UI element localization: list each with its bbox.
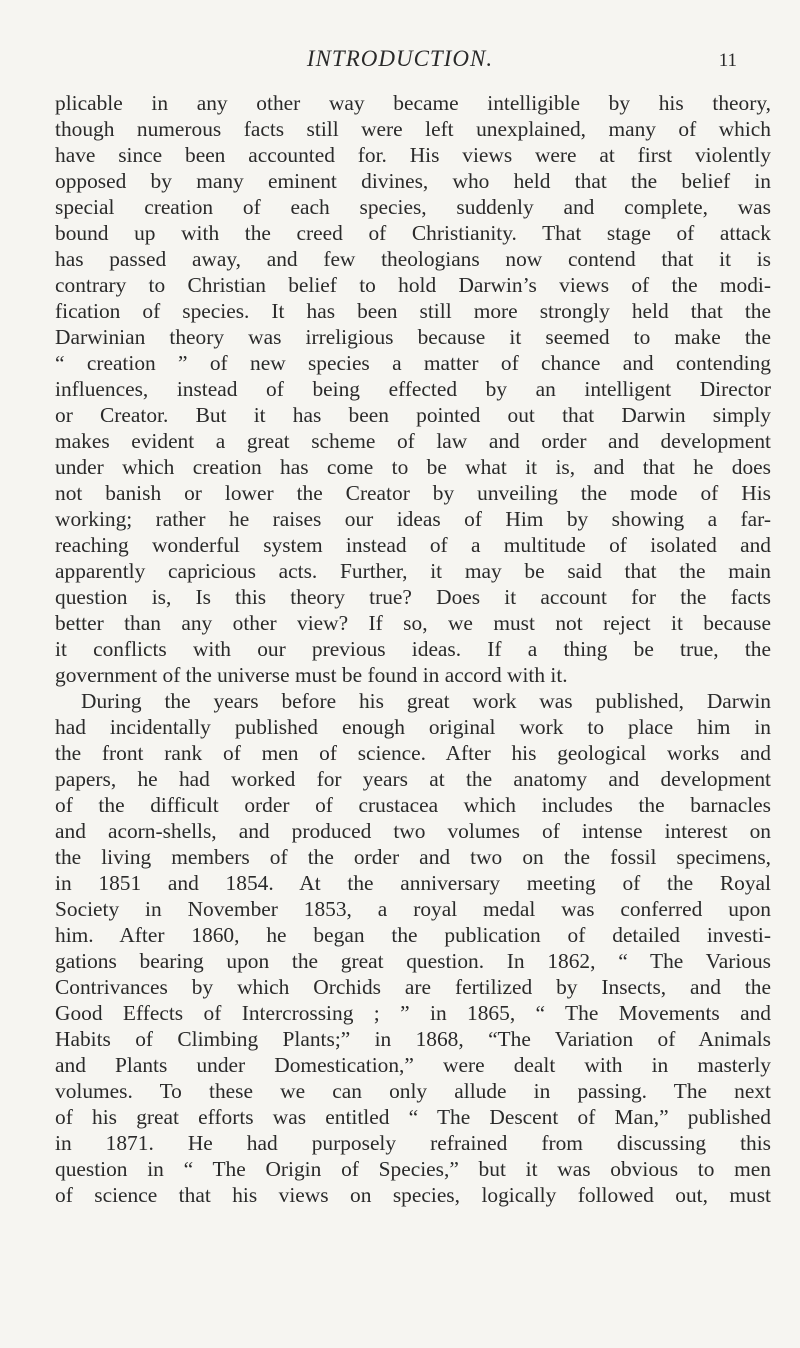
text-line: Contrivances by which Orchids are fertilized by Insects, and the xyxy=(55,975,771,999)
text-line: influences, instead of being effected by an intelligent Director xyxy=(55,377,771,401)
text-line: special creation of each species, suddenly and complete, was xyxy=(55,195,771,219)
text-line: “ creation ” of new species a matter of chance and contending xyxy=(55,351,771,375)
text-line: in 1871. He had purposely refrained from discussing this xyxy=(55,1131,771,1155)
body-text xyxy=(55,90,771,1208)
text-line: contrary to Christian belief to hold Darwin’s views of the modi- xyxy=(55,273,771,297)
text-line: fication of species. It has been still more strongly held that the xyxy=(55,299,771,323)
text-line: makes evident a great scheme of law and order and development xyxy=(55,429,771,453)
text-line: or Creator. But it has been pointed out that Darwin simply xyxy=(55,403,771,427)
text-line: opposed by many eminent divines, who held that the belief in xyxy=(55,169,771,193)
text-line: him. After 1860, he began the publication of detailed investi- xyxy=(55,923,771,947)
text-line: and Plants under Domestication,” were dealt with in masterly xyxy=(55,1053,771,1077)
text-line: the living members of the order and two on the fossil specimens, xyxy=(55,845,771,869)
text-line: question is, Is this theory true? Does it account for the facts xyxy=(55,585,771,609)
text-line: the front rank of men of science. After his geological works and xyxy=(55,741,771,765)
paragraph-end-line: government of the universe must be found in accord with it. xyxy=(55,663,568,687)
text-line: plicable in any other way became intelligible by his theory, xyxy=(55,91,771,115)
text-line: it conflicts with our previous ideas. If a thing be true, the xyxy=(55,637,771,661)
text-line: papers, he had worked for years at the anatomy and development xyxy=(55,767,771,791)
text-line: and acorn-shells, and produced two volumes of intense interest on xyxy=(55,819,771,843)
text-line: bound up with the creed of Christianity. That stage of attack xyxy=(55,221,771,245)
page-number: 11 xyxy=(718,50,737,71)
text-line: not banish or lower the Creator by unveiling the mode of His xyxy=(55,481,771,505)
text-line: Habits of Climbing Plants;” in 1868, “The Variation of Animals xyxy=(55,1027,771,1051)
text-line: Darwinian theory was irreligious because it seemed to make the xyxy=(55,325,771,349)
text-line: working; rather he raises our ideas of Him by showing a far- xyxy=(55,507,771,531)
running-head: INTRODUCTION. xyxy=(306,46,494,71)
text-line: better than any other view? If so, we must not reject it because xyxy=(55,611,771,635)
text-line: volumes. To these we can only allude in passing. The next xyxy=(55,1079,771,1103)
text-line: gations bearing upon the great question. In 1862, “ The Various xyxy=(55,949,771,973)
text-line: in 1851 and 1854. At the anniversary meeting of the Royal xyxy=(55,871,771,895)
text-line: of science that his views on species, logically followed out, must xyxy=(55,1183,771,1207)
text-line: question in “ The Origin of Species,” but it was obvious to men xyxy=(55,1157,771,1181)
text-line: apparently capricious acts. Further, it may be said that the main xyxy=(55,559,771,583)
paragraph-start-line: During the years before his great work was published, Darwin xyxy=(81,689,771,713)
text-line: under which creation has come to be what it is, and that he does xyxy=(55,455,771,479)
text-line: Good Effects of Intercrossing ; ” in 1865, “ The Movements and xyxy=(55,1001,771,1025)
text-line: of the difficult order of crustacea which includes the barnacles xyxy=(55,793,771,817)
text-line: though numerous facts still were left unexplained, many of which xyxy=(55,117,771,141)
text-line: had incidentally published enough original work to place him in xyxy=(55,715,771,739)
text-line: Society in November 1853, a royal medal was conferred upon xyxy=(55,897,771,921)
text-line: have since been accounted for. His views were at first violently xyxy=(55,143,771,167)
text-line: has passed away, and few theologians now contend that it is xyxy=(55,247,771,271)
text-line: reaching wonderful system instead of a multitude of isolated and xyxy=(55,533,771,557)
text-line: of his great efforts was entitled “ The Descent of Man,” published xyxy=(55,1105,771,1129)
